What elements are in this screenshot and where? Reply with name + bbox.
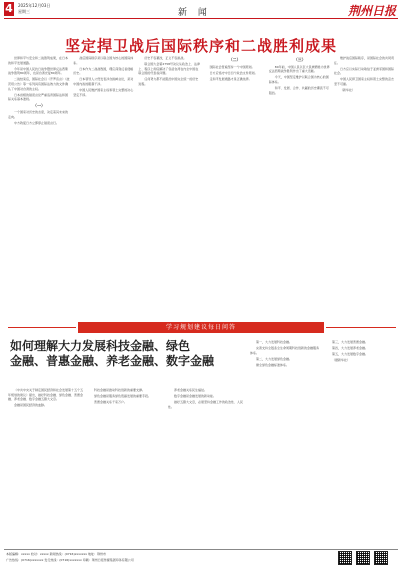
text-column (334, 56, 396, 318)
text-column (168, 388, 244, 545)
paragraph: 80年前，中国人民以巨大民族牺牲为世界反法西斯战争胜利作出了重大贡献。 (268, 64, 330, 74)
paragraph: （一） (33, 102, 45, 108)
paragraph: 健全绿色金融标准体系。 (256, 362, 290, 367)
paragraph: 今年是中国人民抗日战争暨世界反法西斯战争胜利80周年，也是台湾光复80周年。 (8, 66, 69, 76)
second-headline-line1: 如何理解大力发展科技金融、绿色 (10, 339, 191, 353)
footer-info-line2: 广告热线：(0716)xxxxxxx 发行热线：(0716)xxxxxxx 印刷：荆州日报传媒集团印务有限公司 (6, 558, 134, 562)
paragraph: 普惠金融关系千家万户。 (94, 400, 128, 405)
paragraph: 任何势力都不能阻挡中国完全统一的历史进程。 (138, 77, 199, 86)
text-column (204, 56, 266, 318)
paragraph: 中国人民捍卫国家主权和领土完整的意志坚不可摧。 (334, 77, 395, 86)
text-column (8, 56, 70, 318)
paragraph: 第三，大力发展普惠金融。 (332, 340, 369, 344)
paragraph: 维护战后国际秩序，是国际社会的共同责任。 (334, 56, 395, 65)
issue-weekday: 星期三 (18, 9, 30, 14)
second-article-right-body (250, 340, 396, 545)
paragraph: 绿色金融是服务绿色低碳发展的重要手段。 (94, 394, 152, 399)
footer-divider (4, 549, 398, 550)
paragraph: 联合国大会第2758号决议从政治上、法律上、程序上彻底解决了包括台湾在内全中国在联合国的代表权问题。 (138, 62, 201, 76)
paragraph: 走和平发展道路才是正确选择。 (209, 76, 252, 81)
paragraph: 第四，大力发展养老金融。 (332, 346, 369, 351)
paragraph: （三） (293, 57, 306, 62)
paragraph: 第二，大力发展绿色金融。 (256, 356, 293, 361)
paragraph: 养老金融关系民生福祉。 (174, 388, 208, 392)
paragraph: 今天，中国坚定维护以联合国为核心的国际体系。 (268, 75, 329, 84)
paragraph: 中方敦促日方立即停止错误言行。 (14, 121, 60, 126)
newspaper-logo: 荆州日报 (347, 4, 396, 18)
footer-info-line1: 本版编辑：xxxxx 校对：xxxxx 新闻热线：(0716)xxxxxxx 地址：荆州市 (6, 552, 107, 556)
banner-divider-left (8, 327, 76, 328)
paragraph: 第一，大力发展科技金融。 (256, 340, 293, 344)
section-title: 新 闻 (178, 8, 211, 18)
article-body (8, 56, 396, 318)
text-column (73, 56, 135, 318)
paragraph: （二） (228, 57, 241, 62)
paragraph: 战后国际秩序是以联合国为核心的国际体系。 (73, 56, 134, 65)
text-column (269, 56, 331, 318)
paragraph: 完善支持全链条全生命周期科技创新的金融服务体系。 (250, 346, 320, 355)
qr-code-image (374, 551, 388, 565)
qr-code-image (356, 551, 370, 565)
paragraph: 金融是国民经济的血脉。 (14, 403, 48, 408)
paragraph: 中国人民维护国家主权和领土完整的决心坚定不移。 (73, 88, 134, 97)
paragraph: （新华社） (340, 88, 356, 93)
text-column (88, 388, 164, 545)
paragraph: 日本首相的错误言论严重违背国际法和国际关系基本准则。 (8, 92, 69, 102)
paragraph: 世界和平与安全和二战胜利成果，在日本的和平发展道路。 (8, 56, 69, 65)
paragraph: 《中共中央关于制定国民经济和社会发展第十五个五年规划的建议》提出，做好科技金融、绿色金融、普惠金融、养老金融、数字金融五篇大文章。 (8, 388, 84, 402)
column-banner: 学习规划建议每日问答 (78, 322, 324, 333)
banner-divider-right (326, 327, 396, 328)
text-column (8, 388, 84, 545)
text-column (138, 56, 200, 318)
paragraph: （据新华社） (332, 358, 351, 363)
paragraph: 日方应以实际行动取信于亚洲邻国和国际社会。 (334, 66, 395, 76)
paragraph: 和平、发展、合作、共赢的历史潮流不可阻挡。 (268, 85, 329, 95)
paragraph: 国际社会普遍坚持一个中国原则。 (209, 64, 255, 69)
page-number: 4 (5, 2, 13, 15)
paragraph: 数字金融是金融发展的新动能。 (174, 394, 217, 399)
page-header (0, 0, 402, 22)
paragraph: 日本作为二战战败国，理应深刻反省侵略历史。 (73, 66, 134, 76)
paragraph: 二战结束后，国际社会以《开罗宣言》《波茨坦公告》等一系列具有国际法效力的文件确认了中国对台湾的主权。 (8, 77, 70, 91)
issue-date: 2025年12月03日 (18, 3, 51, 8)
paragraph: 日方应恪守中日四个政治文件原则。 (209, 70, 258, 75)
paragraph: 一个国家对历史的态度，决定着其未来的走向。 (8, 110, 69, 120)
second-article-body (8, 388, 248, 545)
paragraph: 科技金融是推动科技创新的重要支撑。 (94, 388, 146, 392)
paragraph: 做好五篇大文章，必须坚持金融工作的政治性、人民性。 (168, 400, 244, 409)
second-headline-line2: 金融、普惠金融、养老金融、数字金融 (10, 354, 215, 368)
paragraph: 历史不容篡改，正义不容挑战。 (144, 56, 187, 60)
qr-code-image (338, 551, 352, 565)
text-column (326, 340, 396, 545)
second-headline (10, 339, 240, 369)
text-column (250, 340, 320, 545)
header-divider (4, 18, 398, 19)
main-headline: 坚定捍卫战后国际秩序和二战胜利成果 (64, 37, 337, 55)
paragraph: 第五，大力发展数字金融。 (332, 352, 369, 357)
paragraph: 日本领导人公然发表涉台挑衅言论，是对中国内政的粗暴干涉。 (73, 77, 134, 86)
